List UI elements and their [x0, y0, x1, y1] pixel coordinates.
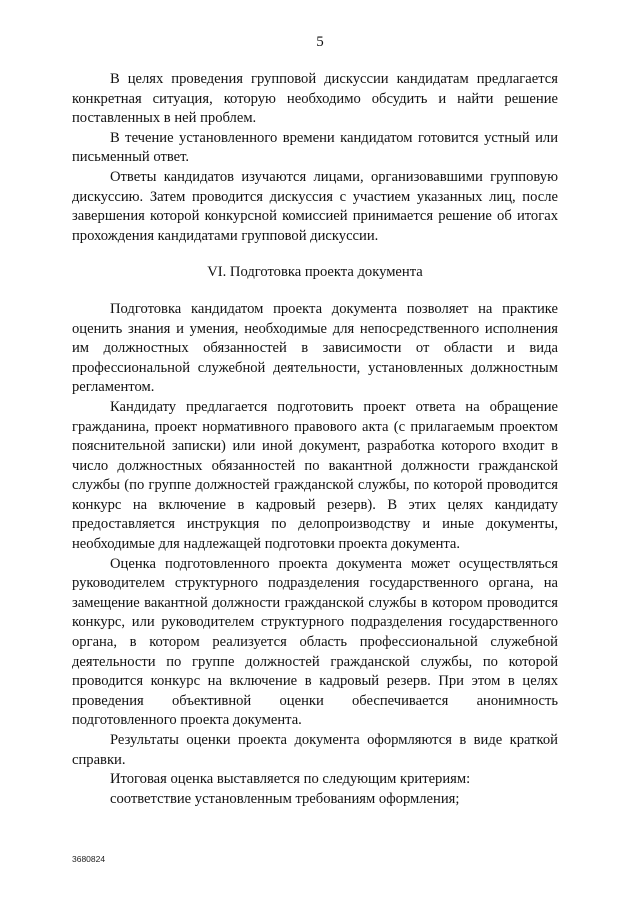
document-body — [72, 70, 558, 809]
paragraph-criterion-formatting: соответствие установленным требованиям оформления; — [110, 790, 460, 807]
paragraph-document-preparation-purpose: Подготовка кандидатом проекта документа позволяет на практике оценить знания и умения, необходимые для непосредственного исполнения им должностных обязанностей в зависимости от области и вида профессиональной служебной деятельности, установленных должностным регламентом. — [72, 300, 558, 396]
paragraph-final-score-criteria: Итоговая оценка выставляется по следующим критериям: — [110, 771, 471, 788]
page-number: 5 — [316, 34, 324, 50]
paragraph-answers-review: Ответы кандидатов изучаются лицами, организовавшими групповую дискуссию. Затем проводится дискуссия с участием указанных лиц, после завершения которой конкурсной комиссией принимается решение об итогах прохождения кандидатами групповой дискуссии. — [72, 168, 558, 244]
paragraph-evaluation-results: Результаты оценки проекта документа оформляются в виде краткой справки. — [72, 732, 558, 768]
paragraph-document-evaluation: Оценка подготовленного проекта документа может осуществляться руководителем структурного подразделения государственного органа, на замещение вакантной должности гражданской службы в котором проводится конкурс, или руководителем структурного подразделения государственного органа, в котором реализуется область профессиональной служебной деятельности по группе должностей гражданской службы, по которой проводится конкурс на включение в кадровый резерв. При этом в целях проведения объективной оценки обеспечивается анонимность подготовленного проекта документа. — [72, 555, 558, 729]
paragraph-group-discussion-situation: В целях проведения групповой дискуссии кандидатам предлагается конкретная ситуация, которую необходимо обсудить и найти решение поставленных в ней проблем. — [72, 71, 558, 127]
paragraph-document-types: Кандидату предлагается подготовить проект ответа на обращение гражданина, проект нормативного правового акта (с прилагаемым проектом пояснительной записки) или иной документ, разработка которого входит в число должностных обязанностей по вакантной должности гражданской службы (по группе должностей гражданской службы, по которой проводится конкурс на включение в кадровый резерв). В этих целях кандидату предоставляется инструкция по делопроизводству и иные документы, необходимые для надлежащей подготовки проекта документа. — [72, 398, 558, 553]
paragraph-answer-preparation: В течение установленного времени кандидатом готовится устный или письменный ответ. — [72, 129, 558, 166]
section-heading: VI. Подготовка проекта документа — [207, 264, 423, 281]
document-id: 3680824 — [72, 854, 106, 864]
